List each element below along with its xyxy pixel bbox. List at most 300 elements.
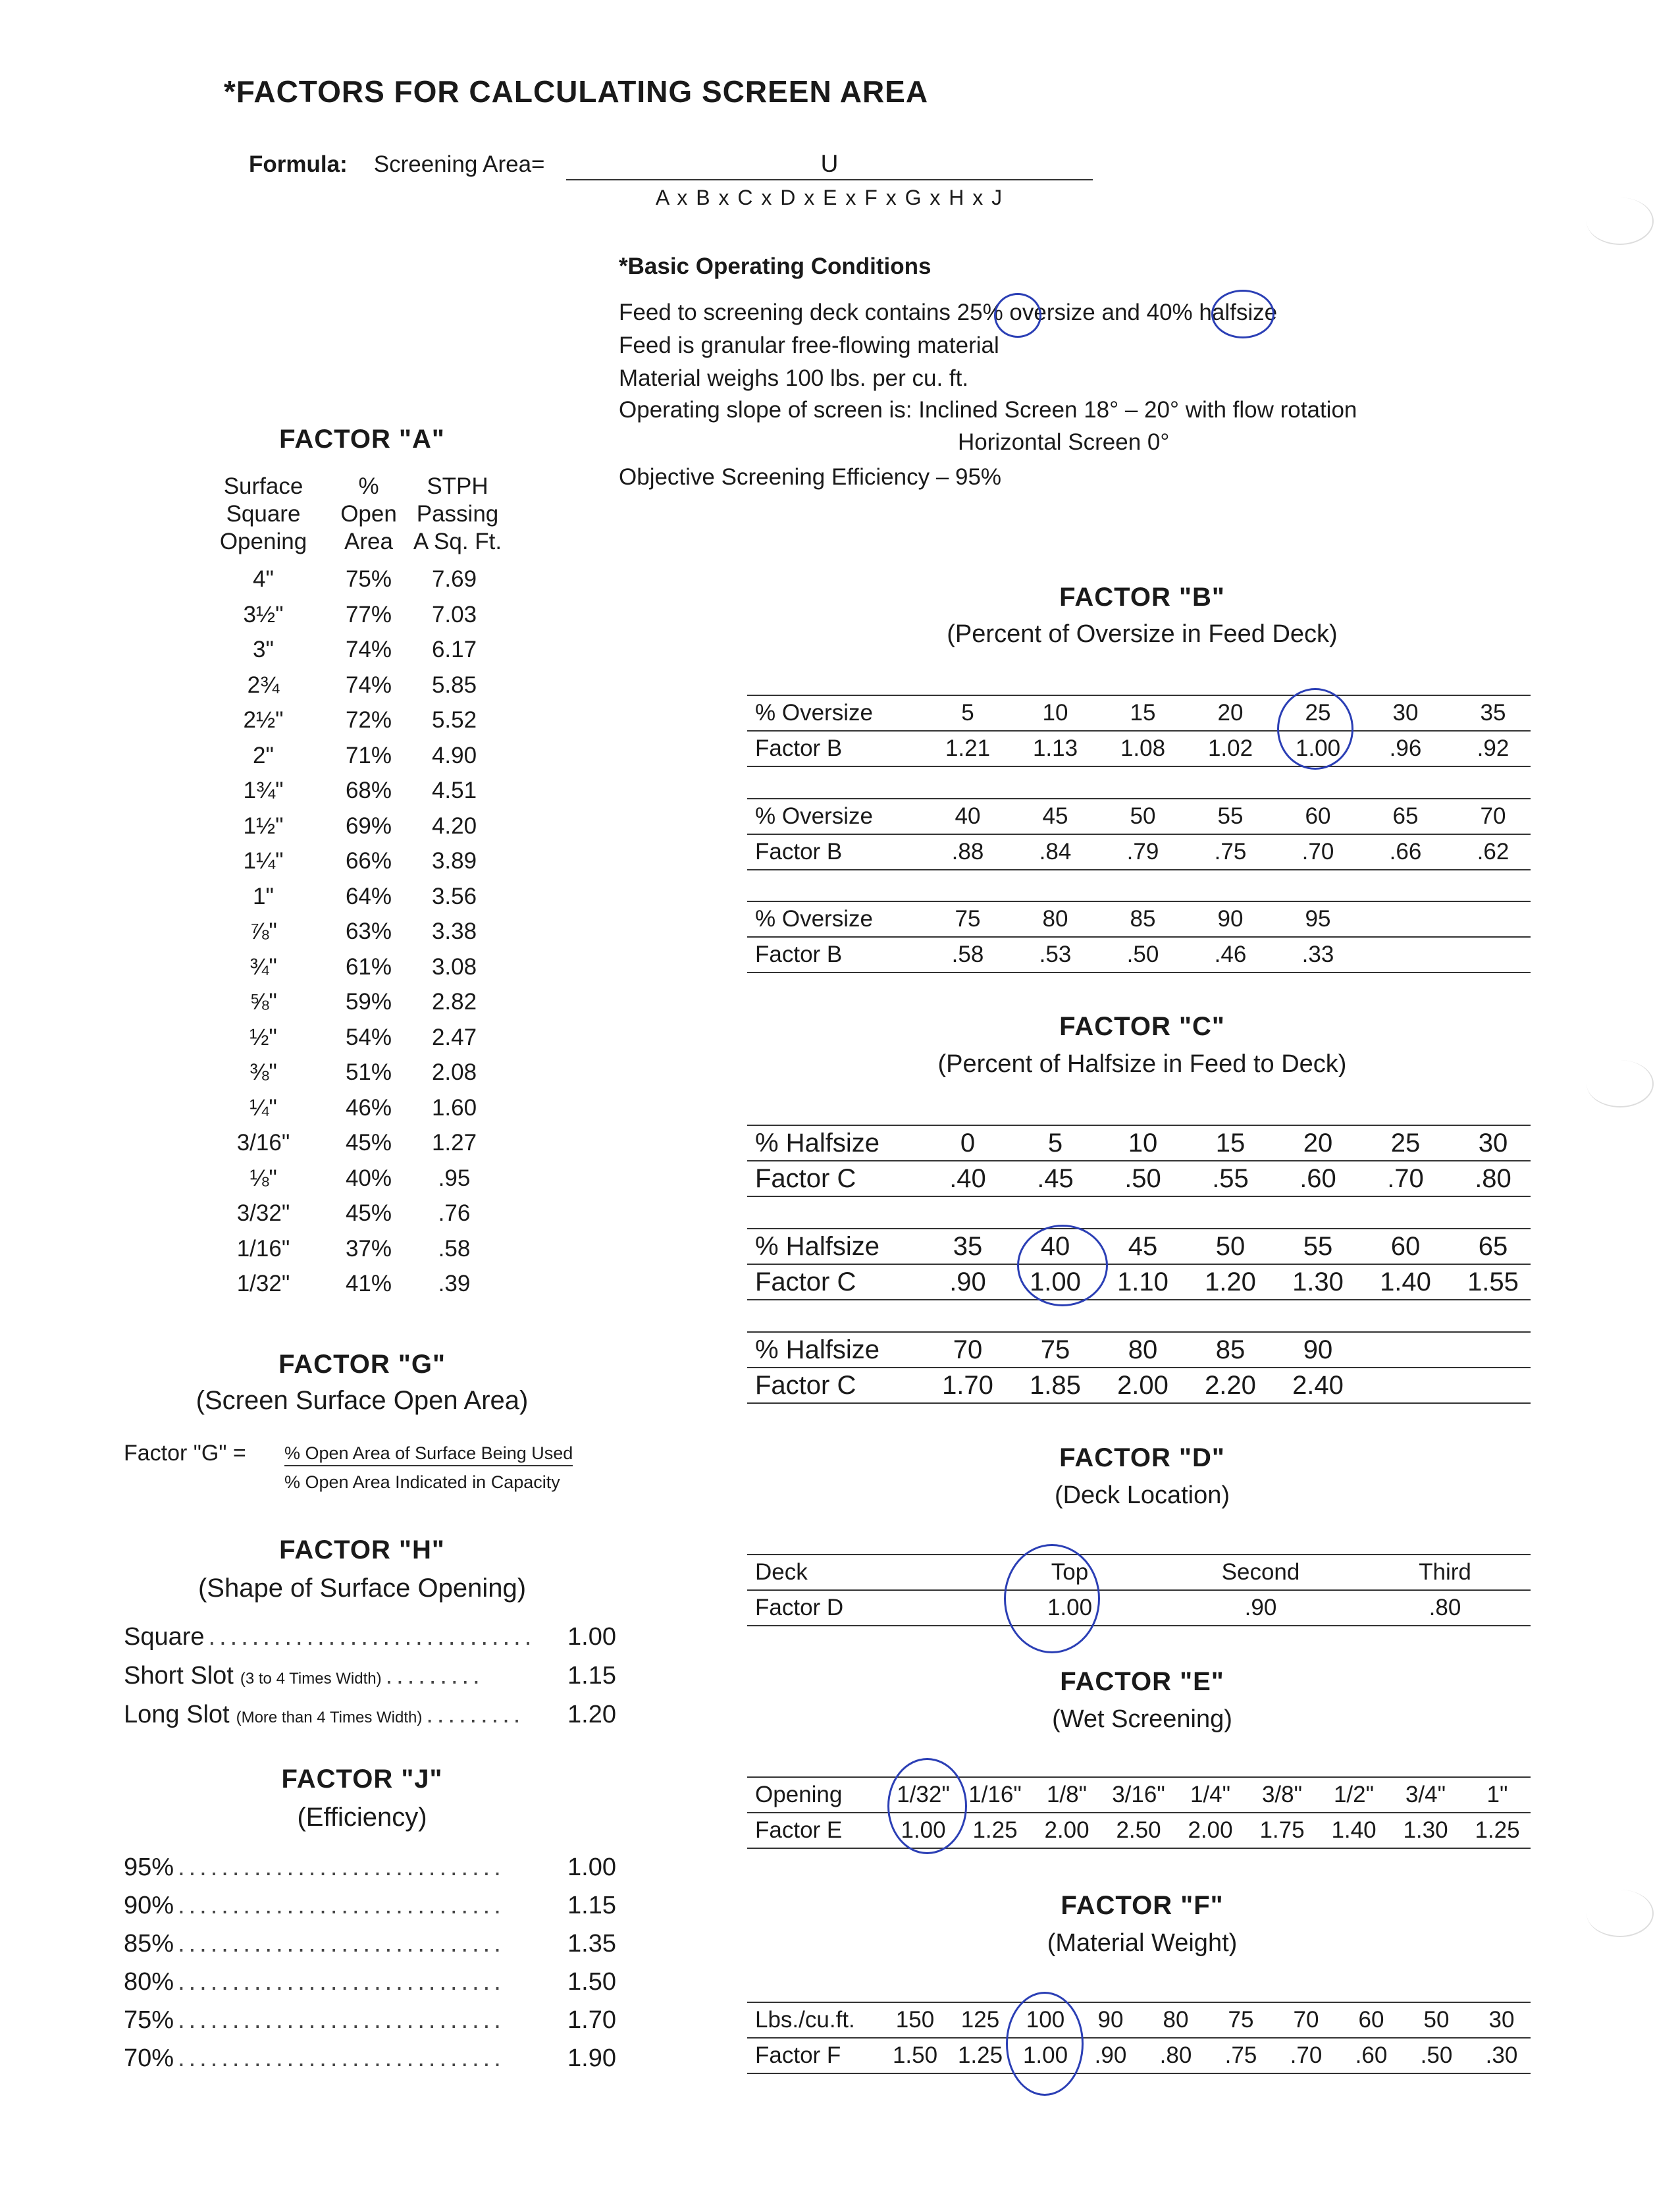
factor-a-opening: 3" [253,637,274,662]
table-cell: 1.00 [1030,1267,1081,1296]
table-cell: .66 [1389,839,1422,865]
table-cell: 60 [1390,1232,1421,1261]
table-cell: 1.40 [1331,1817,1377,1843]
factor-d-table [747,1554,1531,1626]
leader-left [124,2044,505,2072]
factor-d-title: FACTOR "D" [1059,1443,1225,1472]
formula-label-row [249,151,545,178]
factor-h-row [124,1623,616,1651]
factor-b-factor-row [747,732,1531,766]
basic-conditions-line-5: Horizontal Screen 0° [958,429,1170,455]
factor-g-denominator: % Open Area Indicated in Capacity [284,1472,560,1492]
row-label: % Oversize [755,700,873,726]
factor-a-opening: 2½" [243,707,284,733]
factor-a-row [197,1025,527,1057]
table-cell: 15 [1130,700,1156,726]
factor-a-row [197,884,527,917]
table-cell: 10 [1128,1129,1158,1158]
factor-e-table [747,1776,1531,1849]
table-cell: .46 [1214,942,1247,967]
factor-b-subtitle: (Percent of Oversize in Feed Deck) [947,620,1338,648]
leader-value: 1.35 [567,1930,616,1958]
factor-d-value-top: 1.00 [1047,1595,1093,1620]
factor-c-percent-row [747,1229,1531,1265]
table-cell: 1.40 [1380,1267,1431,1296]
factor-a-title: FACTOR "A" [279,425,445,454]
factor-a-stph: 4.51 [431,778,477,803]
factor-a-open-area: 74% [345,672,392,698]
row-label: Factor B [755,839,843,865]
table-cell: .33 [1301,942,1334,967]
table-cell: 80 [1163,2007,1189,2033]
table-cell: 10 [1042,700,1068,726]
table-cell: 80 [1042,906,1068,932]
table-cell: .58 [951,942,984,967]
table-cell: 1.02 [1207,735,1253,761]
table-cell: .55 [1212,1164,1249,1193]
factor-a-row [197,637,527,670]
factor-a-open-area: 54% [345,1024,392,1050]
factor-j-subtitle: (Efficiency) [297,1803,427,1832]
table-cell: 90 [1303,1335,1333,1364]
table-cell: 1/8" [1046,1782,1088,1807]
leader-label: Square [124,1623,205,1651]
factor-a-opening: 3/16" [236,1130,290,1156]
table-cell: .40 [949,1164,986,1193]
table-cell: .60 [1355,2042,1388,2068]
table-cell: 1.08 [1120,735,1166,761]
factor-a-opening: ⅝" [249,989,277,1015]
table-cell: 1/32" [897,1782,950,1807]
table-cell: 90 [1217,906,1244,932]
table-cell: 1.55 [1467,1267,1519,1296]
factor-a-stph: .95 [438,1165,471,1191]
binder-hole-bottom [1587,1890,1654,1937]
factor-a-opening: 3/32" [236,1200,290,1226]
table-cell: 1.25 [972,1817,1018,1843]
table-cell: .80 [1475,1164,1511,1193]
table-cell: 2.40 [1292,1371,1344,1400]
factor-f-subtitle: (Material Weight) [1047,1929,1238,1957]
table-cell: 2.50 [1116,1817,1161,1843]
leader-dots: .............................. [208,1623,536,1651]
pen-circle-d-top [1004,1544,1100,1653]
factor-c-title: FACTOR "C" [1059,1012,1225,1041]
factor-c-table [747,1331,1531,1404]
table-cell: 1/2" [1333,1782,1375,1807]
leader-value: 1.50 [567,1968,616,1996]
table-cell: .53 [1039,942,1072,967]
row-label: Factor B [755,942,843,967]
row-label: % Halfsize [755,1129,879,1158]
factor-j-row [124,2044,616,2073]
factor-h-title: FACTOR "H" [279,1535,445,1564]
table-cell: 1.21 [945,735,991,761]
factor-h-subtitle: (Shape of Surface Opening) [197,1574,527,1603]
factor-e-factor-row [747,1813,1531,1848]
table-cell: 95 [1305,906,1331,932]
table-cell: .88 [951,839,984,865]
table-cell: 100 [1026,2007,1065,2033]
table-cell: 65 [1392,803,1419,829]
table-cell: 25 [1390,1129,1421,1158]
leader-left [124,1623,535,1651]
factor-a-row [197,919,527,951]
leader-label: 80% [124,1968,174,1996]
factor-c-factor-row [747,1265,1531,1299]
factor-a-open-area: 71% [345,742,392,768]
factor-b-table [747,798,1531,870]
factor-a-row [197,602,527,635]
table-cell: 65 [1478,1232,1508,1261]
table-cell: 1.20 [1205,1267,1256,1296]
table-cell: 50 [1215,1232,1246,1261]
table-cell: 20 [1217,700,1244,726]
table-cell: 70 [953,1335,983,1364]
factor-f-weight-row [747,2003,1531,2039]
factor-a-opening: 3½" [243,601,284,627]
factor-d-row-label-1: Deck [755,1559,808,1585]
table-cell: 3/16" [1112,1782,1165,1807]
factor-a-stph: 4.90 [431,742,477,768]
factor-c-percent-row [747,1333,1531,1368]
factor-a-open-area: 68% [345,778,392,803]
leader-label: 70% [124,2044,174,2072]
factor-b-factor-row [747,938,1531,972]
factor-a-stph: .39 [438,1271,471,1296]
factor-a-stph: 3.38 [431,919,477,944]
basic-conditions-line-4: Operating slope of screen is: Inclined Screen 18° – 20° with flow rotation [619,397,1357,423]
factor-b-factor-row [747,835,1531,869]
leader-left [124,1968,505,1996]
leader-label: Short Slot [124,1662,234,1690]
table-cell: 1.85 [1030,1371,1081,1400]
factor-a-stph: .58 [438,1235,471,1262]
formula-denominator: A x B x C x D x E x F x G x H x J [655,186,1004,209]
factor-d-subtitle: (Deck Location) [1054,1481,1230,1509]
row-label: Factor B [755,735,843,761]
table-cell: 35 [953,1232,983,1261]
row-label: Factor C [755,1267,856,1296]
row-label: Factor E [755,1817,843,1843]
formula-lhs: Screening Area= [373,151,545,177]
basic-conditions-heading: *Basic Operating Conditions [619,253,932,279]
leader-dots: .............................. [178,1853,505,1881]
table-cell: 3/4" [1405,1782,1446,1807]
factor-a-row [197,672,527,705]
factor-a-open-area: 51% [345,1059,392,1085]
factor-a-opening: 2¾ [247,672,280,698]
factor-a-stph: 7.03 [431,601,477,627]
factor-a-row [197,1095,527,1128]
leader-left [124,1930,505,1958]
table-cell: 2.00 [1044,1817,1089,1843]
table-cell: 5 [961,700,974,726]
row-label: % Oversize [755,803,873,829]
table-cell: .50 [1420,2042,1453,2068]
factor-a-opening: 2" [253,742,274,768]
factor-a-row [197,813,527,846]
factor-d-row-label-2: Factor D [755,1595,844,1620]
factor-a-open-area: 45% [345,1200,392,1226]
factor-f-factor-row [747,2039,1531,2073]
table-cell: .50 [1124,1164,1161,1193]
table-cell: 25 [1305,700,1331,726]
factor-c-table [747,1125,1531,1197]
factor-b-table [747,901,1531,973]
row-label: Factor C [755,1371,856,1400]
factor-a-stph: 1.60 [431,1094,477,1121]
leader-dots: ......... [385,1662,484,1690]
factor-a-open-area: 63% [345,919,392,944]
leader-dots: .............................. [178,2006,505,2034]
factor-a-opening: 1¾" [243,778,284,803]
factor-c-subtitle: (Percent of Halfsize in Feed to Deck) [937,1050,1347,1078]
factor-a-open-area: 41% [345,1271,392,1296]
factor-a-stph: 2.47 [431,1024,477,1050]
pen-circle-f-100 [1006,1992,1084,2096]
table-cell: .96 [1389,735,1422,761]
leader-value: 1.90 [567,2044,616,2072]
leader-dots: .............................. [178,2044,505,2072]
table-cell: 45 [1128,1232,1158,1261]
factor-c-factor-row [747,1161,1531,1196]
leader-value: 1.20 [567,1701,616,1728]
table-cell: .75 [1214,839,1247,865]
binder-hole-top [1587,198,1654,245]
factor-a-stph: 3.89 [431,848,477,874]
table-cell: 90 [1097,2007,1124,2033]
line1-pre: Feed to screening deck contains [619,300,957,325]
row-label: Factor F [755,2042,841,2068]
factor-a-stph: 5.52 [431,707,477,733]
factor-a-open-area: 75% [345,566,392,592]
table-cell: 1.75 [1259,1817,1305,1843]
factor-g-numerator: % Open Area of Surface Being Used [284,1443,573,1466]
leader-left [124,2006,505,2034]
factor-a-open-area: 69% [345,813,392,839]
factor-e-subtitle: (Wet Screening) [1052,1705,1232,1733]
table-cell: 85 [1130,906,1156,932]
factor-j-title: FACTOR "J" [281,1765,443,1794]
table-cell: 2.00 [1117,1371,1168,1400]
table-cell: .62 [1477,839,1509,865]
factor-d-deck-third: Third [1419,1559,1471,1585]
leader-left [124,1662,484,1690]
factor-a-row [197,566,527,599]
factor-h-row [124,1662,616,1690]
table-cell: 1/4" [1190,1782,1231,1807]
table-cell: 1" [1486,1782,1508,1807]
table-cell: 2.00 [1188,1817,1233,1843]
table-cell: 50 [1130,803,1156,829]
factor-j-row [124,1968,616,1996]
line1-halfsize: 40% [1146,300,1193,325]
factor-a-stph: 2.82 [431,989,477,1015]
factor-a-open-area: 72% [345,707,392,733]
factor-a-opening: ¼" [249,1094,277,1121]
factor-a-row [197,1130,527,1163]
table-cell: 150 [895,2007,935,2033]
table-cell: .70 [1290,2042,1323,2068]
table-cell: 45 [1042,803,1068,829]
factor-a-col1-header: Surface Square Opening [219,473,307,554]
table-cell: 75 [955,906,981,932]
table-cell: 20 [1303,1129,1333,1158]
line1-post: halfsize [1192,300,1278,325]
table-cell: 3/8" [1261,1782,1303,1807]
factor-d-factor-row [747,1591,1531,1625]
table-cell: 1.00 [1022,2042,1068,2068]
factor-a-opening: ½" [249,1024,277,1050]
factor-d-deck-second: Second [1221,1559,1300,1585]
factor-a-stph: 6.17 [431,637,477,662]
leader-left [124,1701,524,1728]
factor-a-stph: 3.08 [431,953,477,980]
leader-dots: .............................. [178,1892,505,1919]
factor-e-title: FACTOR "E" [1060,1667,1224,1696]
factor-a-open-area: 77% [345,601,392,627]
table-cell: 80 [1128,1335,1158,1364]
factor-j-row [124,1930,616,1958]
pen-circle-e-1-32 [887,1758,967,1854]
factor-b-title: FACTOR "B" [1059,583,1225,612]
factor-a-open-area: 74% [345,637,392,662]
table-cell: 55 [1303,1232,1333,1261]
table-cell: 1.13 [1032,735,1078,761]
line1-mid: oversize and [1003,300,1147,325]
factor-a-open-area: 61% [345,953,392,980]
table-cell: 70 [1293,2007,1319,2033]
factor-a-opening: 1¼" [243,848,284,874]
table-cell: 30 [1392,700,1419,726]
leader-note: (More than 4 Times Width) [236,1709,423,1726]
table-cell: .92 [1477,735,1509,761]
factor-a-open-area: 46% [345,1094,392,1121]
basic-conditions-line-1 [619,300,1277,326]
row-label: % Halfsize [755,1335,879,1364]
leader-value: 1.70 [567,2006,616,2034]
row-label: % Halfsize [755,1232,879,1261]
factor-a-row [197,1271,527,1304]
table-cell: 70 [1480,803,1506,829]
row-label: Lbs./cu.ft. [755,2007,855,2033]
factor-a-stph: 7.69 [431,566,477,592]
factor-a-row [197,743,527,776]
table-cell: 1.30 [1292,1267,1344,1296]
line1-oversize: 25% [957,300,1003,325]
factor-a-row [197,848,527,881]
leader-dots: ......... [426,1701,525,1728]
table-cell: 30 [1478,1129,1508,1158]
row-label: % Oversize [755,906,873,932]
table-cell: 40 [1040,1232,1070,1261]
factor-a-row [197,778,527,811]
factor-h-row [124,1701,616,1729]
table-cell: 1/16" [968,1782,1022,1807]
leader-value: 1.15 [567,1662,616,1690]
factor-g-lhs: Factor "G" = [124,1441,246,1466]
formula-label: Formula: [249,151,348,177]
table-cell: .70 [1387,1164,1424,1193]
leader-left [124,1892,505,1919]
table-cell: 1.25 [957,2042,1003,2068]
table-cell: 0 [960,1129,976,1158]
factor-c-percent-row [747,1126,1531,1161]
factor-a-open-area: 59% [345,989,392,1015]
table-cell: 15 [1215,1129,1246,1158]
factor-a-stph: 4.20 [431,813,477,839]
basic-conditions-line-6: Objective Screening Efficiency – 95% [619,464,1002,490]
table-cell: .70 [1301,839,1334,865]
table-cell: 50 [1423,2007,1450,2033]
pen-circle-25 [994,293,1041,338]
factor-a-opening: 1/16" [236,1235,290,1262]
table-cell: 1.10 [1117,1267,1168,1296]
table-cell: .80 [1159,2042,1192,2068]
table-cell: .50 [1126,942,1159,967]
table-cell: 60 [1358,2007,1384,2033]
factor-a-row [197,707,527,740]
factor-a-row [197,1200,527,1233]
factor-a-stph: 2.08 [431,1059,477,1085]
table-cell: 85 [1215,1335,1246,1364]
table-cell: 1.00 [1295,735,1341,761]
table-cell: 125 [960,2007,1000,2033]
table-cell: 35 [1480,700,1506,726]
factor-g-title: FACTOR "G" [278,1350,446,1379]
factor-a-opening: 1/32" [236,1271,290,1296]
leader-value: 1.00 [567,1623,616,1651]
leader-label: 75% [124,2006,174,2034]
factor-a-row [197,1236,527,1269]
basic-conditions-line-2: Feed is granular free-flowing material [619,333,999,358]
leader-value: 1.15 [567,1892,616,1919]
factor-a-opening: ¾" [249,953,277,980]
table-cell: 1.25 [1475,1817,1520,1843]
factor-a-stph: 3.56 [431,883,477,909]
table-cell: 55 [1217,803,1244,829]
factor-g-subtitle: (Screen Surface Open Area) [196,1386,529,1415]
factor-j-row [124,1853,616,1882]
factor-d-value-second: .90 [1244,1595,1277,1620]
leader-note: (3 to 4 Times Width) [240,1670,382,1688]
table-cell: .84 [1039,839,1072,865]
pen-circle-c-40 [1017,1225,1108,1306]
factor-a-row [197,1059,527,1092]
factor-a-row [197,1165,527,1198]
leader-label: 95% [124,1853,174,1881]
table-cell: 2.20 [1205,1371,1256,1400]
factor-a-opening: 1" [253,883,274,909]
factor-a-open-area: 40% [345,1165,392,1191]
factor-a-opening: 4" [253,566,274,592]
factor-a-open-area: 66% [345,848,392,874]
factor-f-title: FACTOR "F" [1061,1891,1224,1920]
factor-a-open-area: 64% [345,883,392,909]
factor-a-col2-header: % Open Area [340,473,397,554]
table-cell: 1.70 [942,1371,993,1400]
factor-c-factor-row [747,1368,1531,1402]
factor-a-stph: 1.27 [431,1130,477,1156]
table-cell: 5 [1047,1129,1063,1158]
binder-hole-middle [1587,1060,1654,1107]
table-cell: .30 [1485,2042,1518,2068]
factor-j-row [124,1892,616,1920]
factor-a-stph: 5.85 [431,672,477,698]
factor-e-opening-row [747,1778,1531,1813]
factor-b-percent-row [747,799,1531,835]
